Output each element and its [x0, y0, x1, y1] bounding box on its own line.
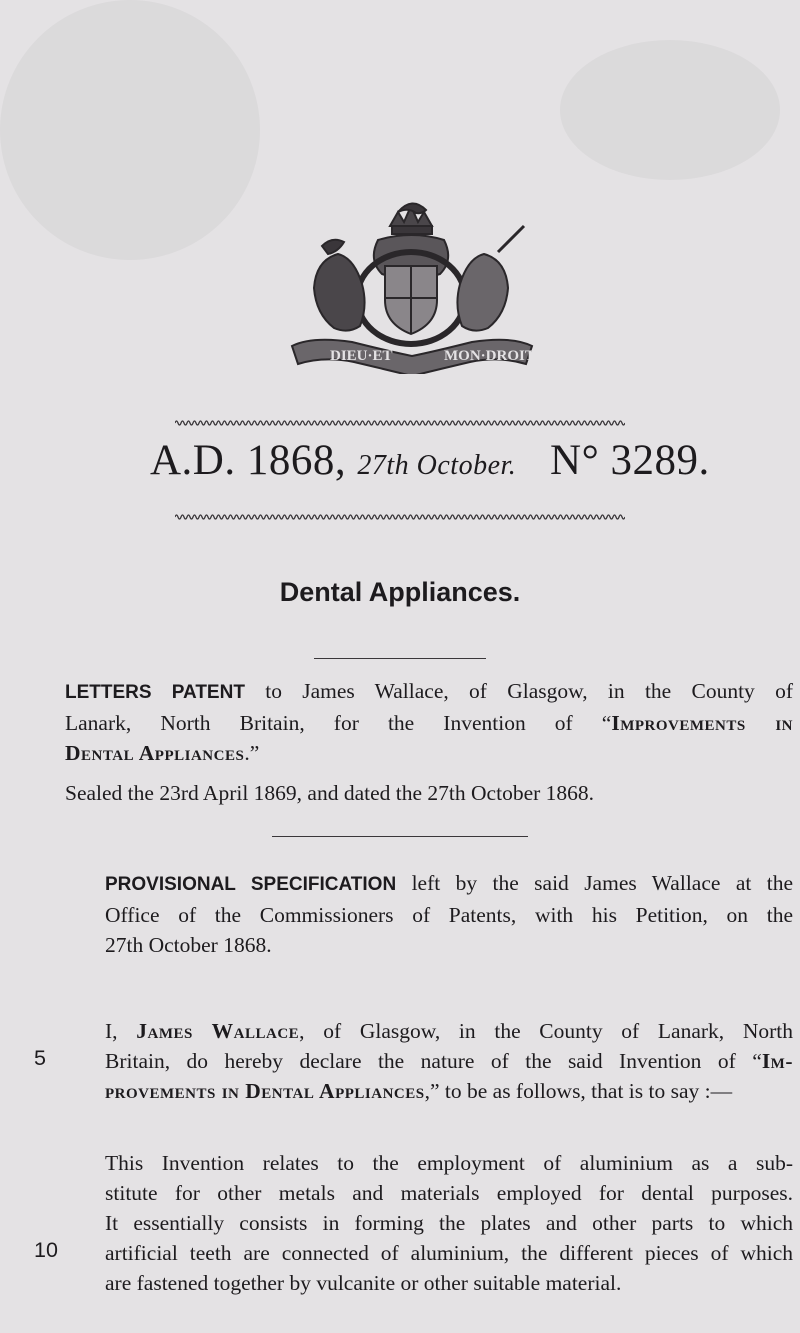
text-span: ,” to be as follows, that is to say :—: [424, 1079, 733, 1103]
number-label: N°: [550, 437, 600, 484]
provisional-paragraph: [105, 868, 793, 960]
sealed-paragraph: [65, 778, 793, 808]
declaration-paragraph: [105, 1016, 793, 1106]
text-line: It essentially consists in forming the plates and other parts to which: [105, 1211, 793, 1235]
patent-heading: [150, 436, 710, 485]
svg-text:DIEU·ET: DIEU·ET: [330, 348, 393, 364]
text-span: , of Glasgow, in the County of Lanark, North: [299, 1019, 794, 1043]
text-span: Britain, do hereby declare the nature of the said Invention of “: [105, 1049, 762, 1073]
patent-number: 3289.: [610, 437, 710, 484]
body-paragraph: [105, 1148, 793, 1298]
divider-rule: [314, 658, 486, 659]
text-line: 27th October 1868.: [105, 933, 272, 957]
text-span: I,: [105, 1019, 118, 1043]
letters-patent-paragraph: [65, 676, 793, 768]
text-line: [105, 868, 793, 900]
text-line: [65, 738, 793, 768]
line-number: 5: [34, 1046, 46, 1070]
decorative-wavy-rule: [175, 512, 625, 522]
text-line: stitute for other metals and materials employed for dental purposes.: [105, 1181, 793, 1205]
text-span: to James Wallace, of Glasgow, in the County of: [265, 679, 794, 703]
line-number: 10: [34, 1238, 58, 1262]
text-span: .”: [244, 741, 260, 765]
document-title: Dental Appliances.: [279, 577, 521, 607]
invention-title-span: provements in Dental Appliances: [105, 1079, 425, 1103]
text-line: [105, 1076, 793, 1106]
patent-year: 1868,: [246, 437, 347, 484]
text-line: Office of the Commissioners of Patents, with his Petition, on the: [105, 903, 793, 927]
ad-label: A.D.: [150, 437, 236, 484]
royal-coat-of-arms-icon: [282, 196, 540, 374]
provisional-lead: PROVISIONAL SPECIFICATION: [105, 874, 397, 895]
text-line: artificial teeth are connected of aluminium, the different pieces of which: [105, 1241, 793, 1265]
text-line: [105, 1046, 793, 1076]
divider-rule: [272, 836, 528, 837]
decorative-wavy-rule: [175, 418, 625, 428]
text-line: This Invention relates to the employment of aluminium as a sub-: [105, 1151, 793, 1175]
invention-title-span: Dental Appliances: [65, 741, 245, 765]
letters-patent-lead: LETTERS PATENT: [65, 682, 245, 703]
paper-stain: [0, 0, 260, 260]
invention-title-span: Im-: [761, 1049, 793, 1073]
text-line: [65, 708, 793, 738]
invention-title-span: Improvements in: [611, 711, 793, 735]
text-span: left by the said James Wallace at the: [411, 871, 793, 895]
patent-date: 27th October.: [357, 450, 517, 481]
text-line: [65, 676, 793, 708]
text-line: Sealed the 23rd April 1869, and dated the 27th October 1868.: [65, 781, 595, 805]
text-line: are fastened together by vulcanite or other suitable material.: [105, 1271, 622, 1295]
text-line: [105, 1016, 793, 1046]
svg-text:MON·DROIT: MON·DROIT: [444, 348, 535, 364]
inventor-name-span: James Wallace: [136, 1019, 300, 1043]
paper-stain: [560, 40, 780, 180]
text-span: Lanark, North Britain, for the Invention of “: [65, 711, 612, 735]
